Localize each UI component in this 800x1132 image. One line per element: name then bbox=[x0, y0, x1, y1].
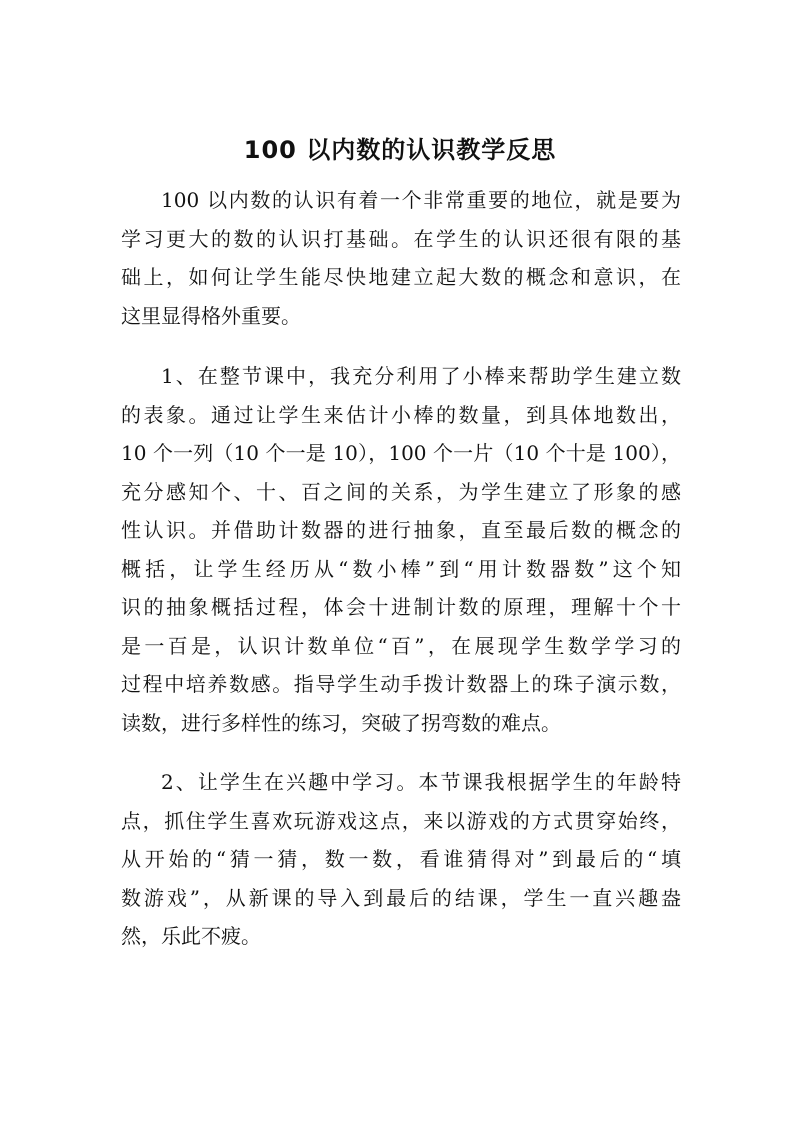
paragraph-line: 过程中培养数感。指导学生动手拨计数器上的珠子演示数， bbox=[121, 672, 681, 696]
paragraph-line: 识的抽象概括过程，体会十进制计数的原理，理解十个十 bbox=[121, 595, 681, 619]
paragraph-line: 然，乐此不疲。 bbox=[121, 924, 261, 948]
paragraph-line: 10 个一列（10 个一是 10），100 个一片（10 个十是 100）， bbox=[121, 441, 681, 465]
paragraph-line: 1、在整节课中，我充分利用了小棒来帮助学生建立数 bbox=[161, 364, 681, 388]
paragraph-line: 是一百是，认识计数单位“百”，在展现学生数学学习的 bbox=[121, 633, 681, 658]
paragraph-line: 从开始的“猜一猜，数一数，看谁猜得对”到最后的“填 bbox=[121, 847, 681, 871]
paragraph-line: 础上，如何让学生能尽快地建立起大数的概念和意识，在 bbox=[121, 265, 681, 289]
paragraph-line: 2、让学生在兴趣中学习。本节课我根据学生的年龄特 bbox=[161, 770, 681, 794]
paragraph-line: 概括，让学生经历从“数小棒”到“用计数器数”这个知 bbox=[121, 556, 681, 581]
paragraph-point-1 bbox=[121, 357, 681, 742]
paragraph-intro bbox=[121, 181, 681, 335]
paragraph-line: 100 以内数的认识有着一个非常重要的地位，就是要为 bbox=[161, 188, 681, 212]
page-title: 100 以内数的认识教学反思 bbox=[243, 136, 557, 164]
paragraph-line: 数游戏”，从新课的导入到最后的结课，学生一直兴趣盎 bbox=[121, 885, 681, 910]
paragraph-line: 点，抓住学生喜欢玩游戏这点，来以游戏的方式贯穿始终， bbox=[121, 808, 681, 833]
paragraph-line: 读数，进行多样性的练习，突破了拐弯数的难点。 bbox=[121, 710, 561, 735]
paragraph-line: 充分感知个、十、百之间的关系，为学生建立了形象的感 bbox=[121, 479, 681, 504]
paragraph-line: 学习更大的数的认识打基础。在学生的认识还很有限的基 bbox=[121, 226, 681, 251]
paragraph-line: 性认识。并借助计数器的进行抽象，直至最后数的概念的 bbox=[121, 518, 681, 542]
paragraph-line: 这里显得格外重要。 bbox=[121, 303, 301, 328]
paragraph-line: 的表象。通过让学生来估计小棒的数量，到具体地数出， bbox=[121, 402, 681, 427]
paragraph-point-2 bbox=[121, 763, 681, 956]
